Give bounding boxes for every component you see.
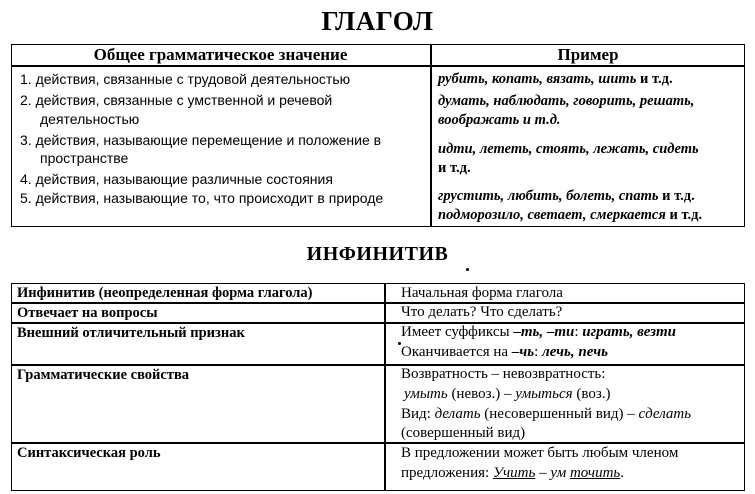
example-3-cont: и т.д.: [438, 160, 471, 176]
meaning-item-3: 3. действия, называющие перемещение и положение в: [20, 132, 382, 148]
grammar-line-3: Вид: делать (несовершенный вид) – сделать: [401, 406, 692, 422]
suffix-line: Имеет суффиксы –ть, –ти: играть, везти: [401, 324, 677, 340]
meaning-item-2: 2. действия, связанные с умственной и речевой: [20, 92, 333, 108]
row-label-grammar: Грамматические свойства: [17, 367, 190, 383]
meaning-item-4: 4. действия, называющие различные состояния: [20, 171, 333, 187]
meaning-item-2-cont: деятельностью: [40, 111, 140, 127]
example-1: рубить, копать, вязать, шить и т.д.: [438, 71, 673, 87]
example-column-header: Пример: [557, 45, 619, 64]
syntax-line-2: предложения: Учить – ум точить.: [401, 465, 624, 481]
questions-value: Что делать? Что сделать?: [401, 304, 563, 320]
row-label-infinitive: Инфинитив (неопределенная форма глагола): [17, 285, 313, 301]
meaning-item-3-cont: пространстве: [40, 150, 129, 166]
example-5: подморозило, светает, смеркается и т.д.: [438, 207, 703, 223]
row-label-syntax: Синтаксическая роль: [17, 445, 161, 461]
row-label-questions: Отвечает на вопросы: [17, 305, 158, 321]
meaning-item-5: 5. действия, называющие то, что происходит в природе: [20, 190, 384, 206]
ending-line: Оканчивается на –чь: лечь, печь: [401, 344, 608, 360]
example-2-cont: воображать и т.д.: [438, 112, 561, 128]
infinitive-value: Начальная форма глагола: [401, 285, 563, 301]
page-title: ГЛАГОЛ: [321, 6, 434, 36]
infinitive-title: ИНФИНИТИВ: [306, 243, 449, 265]
bullet-dot: [398, 342, 401, 345]
example-3: идти, лететь, стоять, лежать, сидеть: [438, 141, 699, 157]
grammar-line-4: (совершенный вид): [401, 425, 526, 441]
stray-dot: [466, 268, 469, 271]
row-label-feature: Внешний отличительный признак: [17, 325, 245, 341]
grammar-line-2: умыть (невоз.) – умыться (воз.): [404, 386, 611, 402]
example-2: думать, наблюдать, говорить, решать,: [438, 93, 695, 109]
syntax-line-1: В предложении может быть любым членом: [401, 445, 679, 461]
meaning-item-1: 1. действия, связанные с трудовой деятельностью: [20, 71, 351, 87]
meaning-column-header: Общее грамматическое значение: [93, 45, 348, 64]
grammar-line-1: Возвратность – невозвратность:: [401, 366, 606, 382]
example-4: грустить, любить, болеть, спать и т.д.: [438, 188, 695, 204]
